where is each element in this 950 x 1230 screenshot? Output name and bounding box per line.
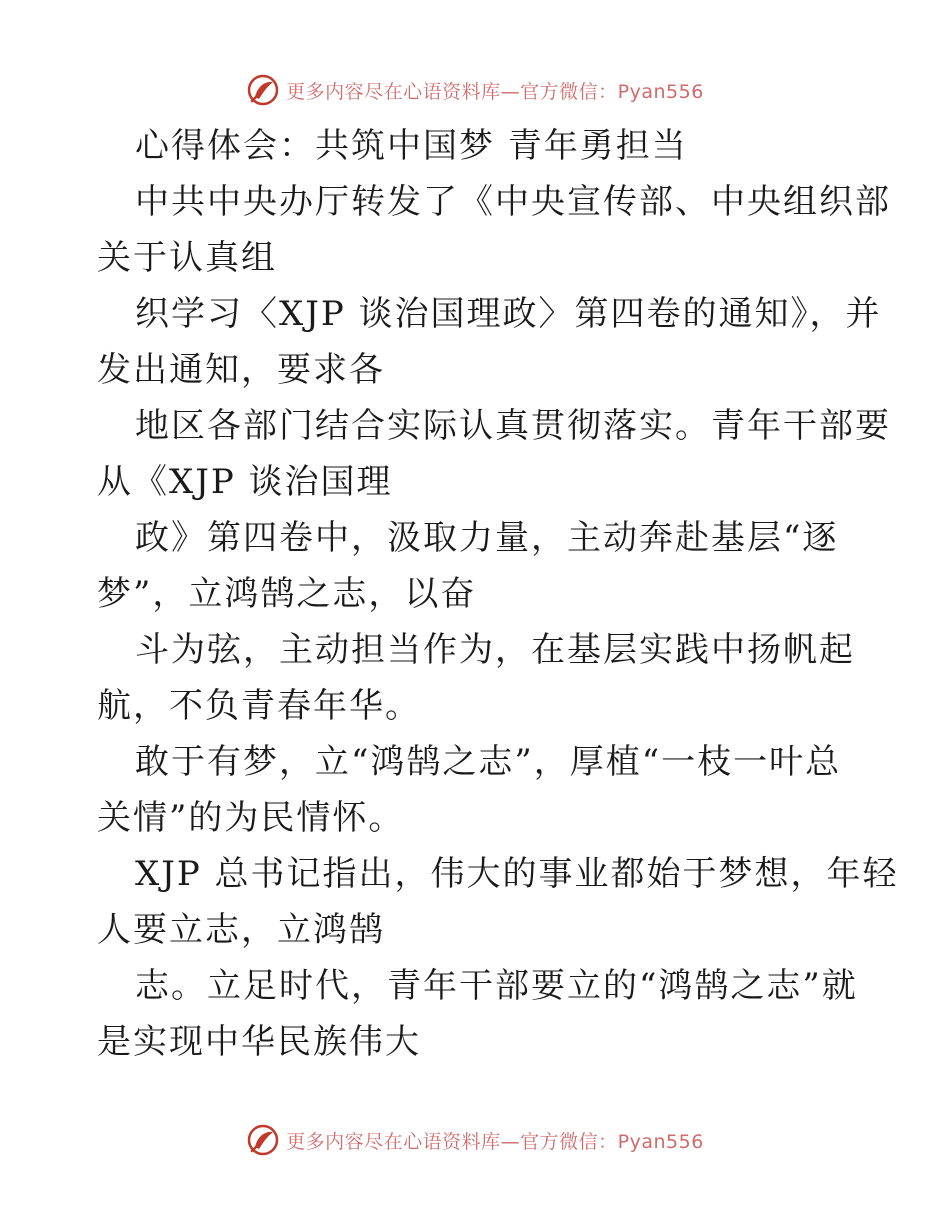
text-line: 梦”，立鸿鹄之志，以奋 bbox=[97, 574, 477, 614]
text-line: 关情”的为民情怀。 bbox=[97, 798, 405, 838]
text-line: 发出通知，要求各 bbox=[97, 350, 385, 390]
text-line: 是实现中华民族伟大 bbox=[97, 1022, 421, 1062]
text-line: 心得体会：共筑中国梦 青年勇担当 bbox=[135, 126, 688, 166]
logo-icon bbox=[246, 73, 280, 107]
text-line: 政》第四卷中，汲取力量，主动奔赴基层“逐 bbox=[135, 518, 839, 558]
text-line: 斗为弦，主动担当作为，在基层实践中扬帆起 bbox=[135, 630, 855, 670]
watermark-footer bbox=[0, 1120, 950, 1160]
watermark-text: 更多内容尽在心语资料库—官方微信：Pyan556 bbox=[286, 80, 704, 103]
text-line: 织学习〈XJP 谈治国理政〉第四卷的通知》，并 bbox=[135, 294, 882, 334]
watermark-header bbox=[0, 70, 950, 110]
text-line: 人要立志，立鸿鹄 bbox=[97, 910, 385, 950]
text-line: 从《XJP 谈治国理 bbox=[97, 462, 393, 502]
text-line: 地区各部门结合实际认真贯彻落实。青年干部要 bbox=[135, 406, 891, 446]
logo-icon bbox=[246, 1123, 280, 1157]
text-line: 志。立足时代，青年干部要立的“鸿鹄之志”就 bbox=[135, 966, 858, 1006]
text-line: 敢于有梦，立“鸿鹄之志”，厚植“一枝一叶总 bbox=[135, 742, 842, 782]
text-line: 中共中央办厅转发了《中央宣传部、中央组织部 bbox=[135, 182, 891, 222]
text-line: 航，不负青春年华。 bbox=[97, 686, 421, 726]
text-line: XJP 总书记指出，伟大的事业都始于梦想，年轻 bbox=[135, 854, 899, 894]
document-body bbox=[97, 118, 899, 1070]
watermark-text: 更多内容尽在心语资料库—官方微信：Pyan556 bbox=[286, 1130, 704, 1153]
text-line: 关于认真组 bbox=[97, 238, 277, 278]
